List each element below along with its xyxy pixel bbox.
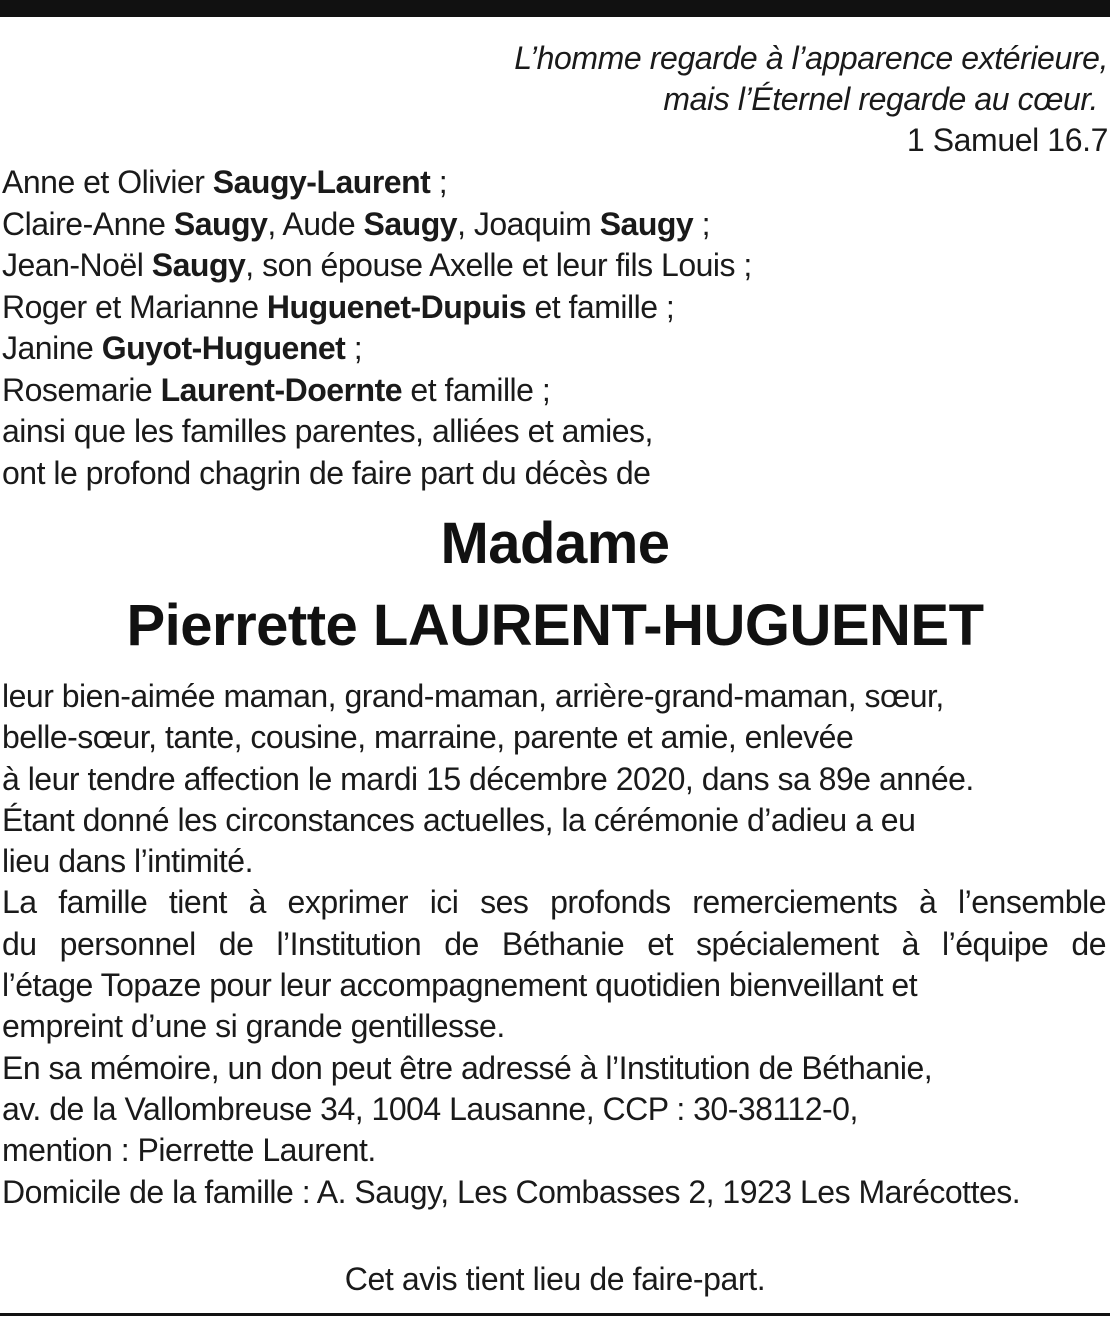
deceased-title: Madame	[440, 511, 670, 576]
body-line: mention : Pierrette Laurent.	[2, 1132, 376, 1169]
family-list	[2, 162, 752, 494]
body-line: Étant donné les circonstances actuelles, la cérémonie d’adieu a eu	[2, 801, 916, 838]
top-border-rule	[0, 0, 1110, 17]
family-text: Claire-Anne	[2, 205, 174, 242]
family-line: ainsi que les familles parentes, alliées et amies,	[2, 413, 653, 449]
family-surname: Saugy	[363, 205, 458, 242]
verse-line-2: mais l’Éternel regarde au cœur.	[663, 81, 1098, 117]
body-line: leur bien-aimée maman, grand-maman, arrière-grand-maman, sœur,	[2, 678, 944, 714]
body-line: Domicile de la famille : A. Saugy, Les Combasses 2, 1923 Les Marécottes.	[2, 1173, 1021, 1210]
family-text: ;	[345, 330, 363, 366]
body-line: à leur tendre affection le mardi 15 décembre 2020, dans sa 89e année.	[2, 760, 974, 797]
family-surname: Saugy-Laurent	[212, 164, 431, 200]
body-line: belle-sœur, tante, cousine, marraine, parente et amie, enlevée	[2, 719, 854, 756]
family-line	[2, 328, 752, 370]
verse-reference: 1 Samuel 16.7	[906, 122, 1108, 158]
family-line	[2, 370, 752, 412]
body-line: La famille tient à exprimer ici ses profonds remerciements à l’ensemble	[2, 884, 1106, 921]
family-text: Rosemarie	[2, 371, 161, 408]
family-text: et famille ;	[526, 288, 675, 325]
announcement-body	[2, 676, 1106, 1213]
family-text: Jean-Noël	[2, 247, 152, 283]
verse-line-1: L’homme regarde à l’apparence extérieure,	[514, 40, 1108, 76]
family-text: , son épouse Axelle et leur fils Louis ;	[245, 247, 752, 283]
body-line: lieu dans l’intimité.	[2, 843, 253, 880]
family-text: , Joaquim	[457, 205, 600, 242]
family-surname: Saugy	[151, 247, 246, 283]
family-text: , Aude	[267, 205, 364, 242]
family-text: ;	[430, 164, 448, 200]
family-line: ont le profond chagrin de faire part du décès de	[2, 454, 651, 491]
family-text: Janine	[2, 330, 102, 366]
closing-note: Cet avis tient lieu de faire-part.	[344, 1261, 766, 1297]
family-text: Roger et Marianne	[2, 288, 267, 325]
family-line	[2, 204, 752, 246]
family-surname: Huguenet-Dupuis	[266, 288, 527, 325]
deceased-name: Pierrette LAURENT-HUGUENET	[126, 593, 984, 658]
bottom-border-rule	[0, 1313, 1110, 1316]
body-line: l’étage Topaze pour leur accompagnement quotidien bienveillant et	[2, 967, 918, 1004]
bible-verse	[514, 38, 1108, 161]
body-line: En sa mémoire, un don peut être adressé à l’Institution de Béthanie,	[2, 1049, 933, 1086]
family-surname: Guyot-Huguenet	[101, 330, 346, 366]
family-line	[2, 287, 752, 329]
family-text: et famille ;	[402, 371, 551, 408]
body-line: av. de la Vallombreuse 34, 1004 Lausanne, CCP : 30-38112-0,	[2, 1090, 858, 1127]
body-line: du personnel de l’Institution de Béthanie et spécialement à l’équipe de	[2, 925, 1106, 962]
family-text: ;	[693, 205, 710, 242]
family-surname: Saugy	[599, 205, 694, 242]
family-line	[2, 245, 752, 287]
family-text: Anne et Olivier	[2, 164, 213, 200]
body-line: empreint d’une si grande gentillesse.	[2, 1008, 505, 1045]
family-line	[2, 162, 752, 204]
family-surname: Laurent-Doernte	[160, 371, 403, 408]
family-surname: Saugy	[173, 205, 268, 242]
